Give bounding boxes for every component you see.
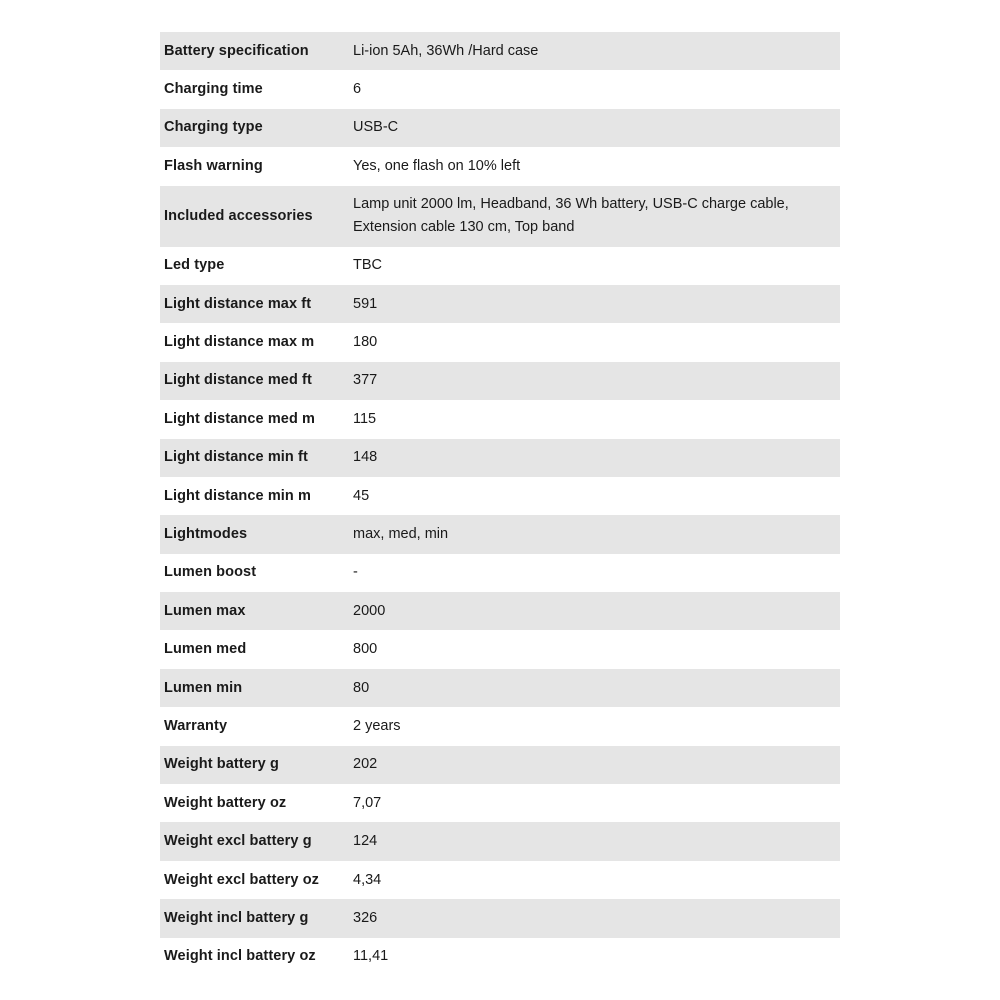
spec-label: Lumen med <box>164 641 247 658</box>
spec-value: max, med, min <box>349 515 840 553</box>
spec-value: Lamp unit 2000 lm, Headband, 36 Wh battery, USB-C charge cable, Extension cable 130 cm, Top band <box>349 186 840 247</box>
spec-value: 800 <box>353 641 378 658</box>
spec-row-battery-specification <box>160 32 840 70</box>
spec-label: Charging type <box>160 109 349 147</box>
spec-value: 115 <box>353 410 377 427</box>
spec-value: 202 <box>349 746 840 784</box>
spec-label: Charging time <box>164 81 263 98</box>
spec-row-lumen-boost <box>160 554 840 592</box>
spec-row-flash-warning <box>160 147 840 185</box>
spec-label: Lumen max <box>160 592 349 630</box>
spec-value: 377 <box>349 362 840 400</box>
spec-value: Li-ion 5Ah, 36Wh /Hard case <box>349 32 840 70</box>
spec-row-light-distance-min-ft <box>160 439 840 477</box>
spec-label: Lightmodes <box>160 515 349 553</box>
spec-value: 2000 <box>349 592 840 630</box>
spec-label: Led type <box>164 257 225 274</box>
spec-row-lumen-max <box>160 592 840 630</box>
spec-label: Light distance max ft <box>160 285 349 323</box>
spec-label: Weight battery oz <box>164 794 287 811</box>
spec-label: Included accessories <box>160 186 349 247</box>
spec-row-weight-excl-battery-oz <box>160 861 840 899</box>
spec-value: TBC <box>353 257 382 274</box>
spec-label: Weight battery g <box>160 746 349 784</box>
spec-label: Warranty <box>164 717 228 734</box>
spec-label: Light distance max m <box>164 334 315 351</box>
spec-value: USB-C <box>349 109 840 147</box>
spec-row-led-type <box>160 247 840 285</box>
spec-value: 148 <box>349 439 840 477</box>
spec-row-weight-battery-oz <box>160 784 840 822</box>
spec-row-charging-type <box>160 109 840 147</box>
spec-row-light-distance-max-ft <box>160 285 840 323</box>
spec-row-lumen-med <box>160 630 840 668</box>
spec-value: 180 <box>353 334 378 351</box>
spec-label: Light distance min m <box>164 487 312 504</box>
spec-label: Weight excl battery g <box>160 822 349 860</box>
specification-table <box>160 32 840 976</box>
spec-row-weight-excl-battery-g <box>160 822 840 860</box>
spec-value: 326 <box>349 899 840 937</box>
spec-row-included-accessories <box>160 186 840 247</box>
spec-row-light-distance-max-m <box>160 323 840 361</box>
spec-label: Battery specification <box>160 32 349 70</box>
spec-row-lightmodes <box>160 515 840 553</box>
spec-label: Light distance med m <box>164 410 316 427</box>
spec-row-charging-time <box>160 70 840 108</box>
spec-value: 7,07 <box>353 794 382 811</box>
spec-value: 11,41 <box>353 948 389 965</box>
spec-value: 591 <box>349 285 840 323</box>
spec-row-light-distance-med-ft <box>160 362 840 400</box>
spec-value: - <box>353 564 358 581</box>
spec-row-warranty <box>160 707 840 745</box>
spec-row-light-distance-med-m <box>160 400 840 438</box>
spec-row-weight-battery-g <box>160 746 840 784</box>
spec-value: Yes, one flash on 10% left <box>353 157 521 174</box>
spec-row-lumen-min <box>160 669 840 707</box>
spec-label: Weight incl battery oz <box>164 948 316 965</box>
spec-label: Lumen min <box>160 669 349 707</box>
spec-value: 4,34 <box>353 871 382 888</box>
spec-value: 45 <box>353 487 370 504</box>
spec-label: Light distance min ft <box>160 439 349 477</box>
spec-row-light-distance-min-m <box>160 477 840 515</box>
spec-value: 80 <box>349 669 840 707</box>
spec-label: Flash warning <box>164 157 263 174</box>
spec-label: Weight incl battery g <box>160 899 349 937</box>
spec-value: 124 <box>349 822 840 860</box>
spec-value: 2 years <box>353 717 401 734</box>
spec-label: Light distance med ft <box>160 362 349 400</box>
spec-label: Lumen boost <box>164 564 257 581</box>
spec-value: 6 <box>353 81 362 98</box>
spec-label: Weight excl battery oz <box>164 871 320 888</box>
spec-row-weight-incl-battery-g <box>160 899 840 937</box>
spec-row-weight-incl-battery-oz <box>160 938 840 976</box>
